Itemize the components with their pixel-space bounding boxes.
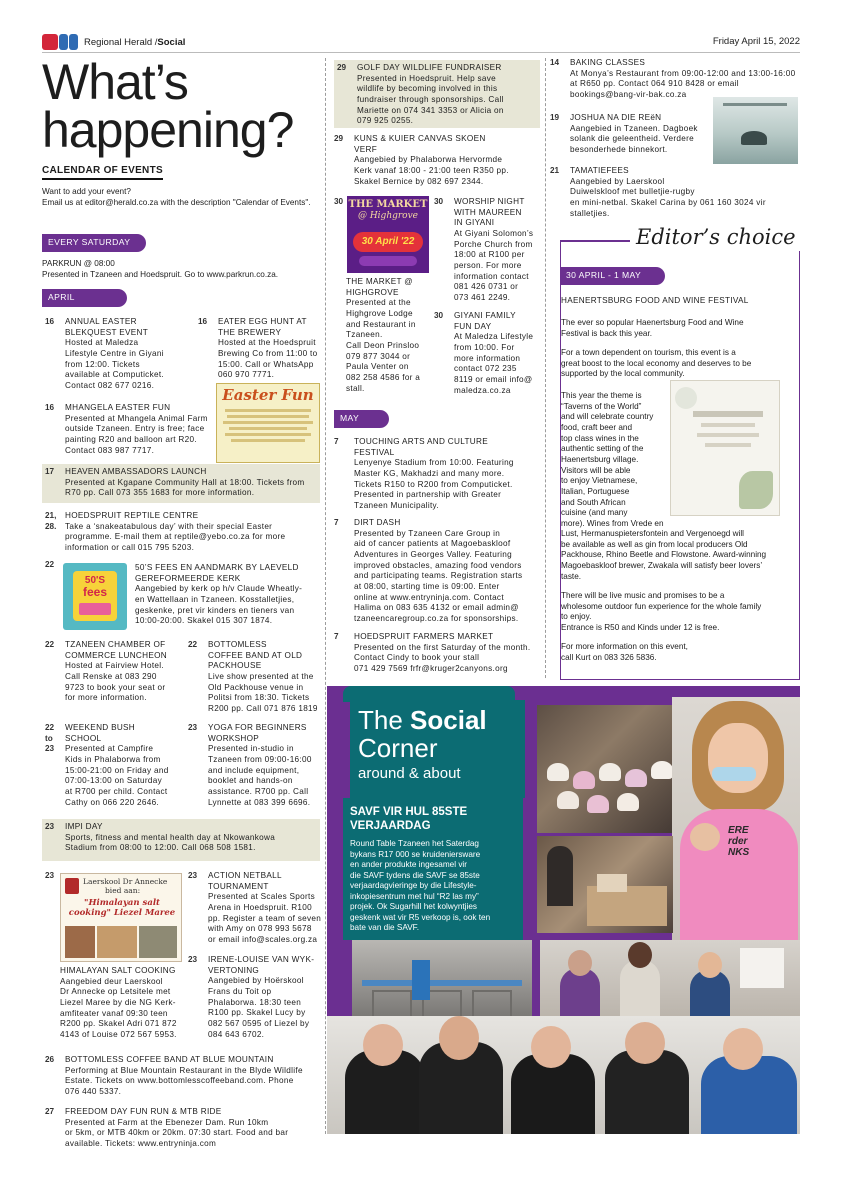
easter-fun-poster: Easter Fun bbox=[216, 383, 320, 463]
event-blue-mountain: 26 BOTTOMLESS COFFEE BAND AT BLUE MOUNTAIN Performing at Blue Mountain Restaurant in the Blyde Wildlife Estate. Tickets on www.bottomlesscoffeeband.com. Phone 076 440 5337. bbox=[45, 1055, 303, 1096]
event-worship-night: 30 WORSHIP NIGHT WITH MAUREEN IN GIYANI At Giyani Solomon’s Porche Church from 18:00 at R100 per person. For more information contact 081 426 0731 or 073 461 2249. bbox=[434, 197, 534, 302]
round-table-group-photo bbox=[327, 1016, 800, 1134]
event-himalayan-salt: HIMALAYAN SALT COOKING Aangebied deur Laerskool Dr Annecke op Letsitele met Liezel Maree by die NG Kerk- amfiteater vanaf 09:30 teen R200 pp. Skakel Adri 071 872 4143 of Louise 072 567 5953. bbox=[60, 966, 177, 1039]
event-freedom-day: 27 FREEDOM DAY FUN RUN & MTB RIDE Presented at Farm at the Ebenezer Dam. Run 10km or 5km, or MTB 40km or 20km. 07:30 start. Food and bar available. Tickets: www.entryninja.com bbox=[45, 1107, 289, 1148]
editors-date-label: 30 APRIL - 1 MAY bbox=[560, 267, 665, 285]
event-tamatiefees: 21 TAMATIEFEES Aangebied by Laerskool Duiwelskloof met bulletjie-rugby en mini-netbal. Skakel Carina by 061 160 3024 vir stalletjies. bbox=[550, 166, 766, 218]
event-market-highgrove: THE MARKET @ HIGHGROVE Presented at the Highgrove Lodge and Restaurant in Tzaneen. Call Deon Prinsloo 079 877 3044 or Paula Venter on 082 258 4586 for a stall. bbox=[346, 277, 421, 393]
editors-p3b: Lust, Hermanuspietersfontein and Vergenoegd will be available as well as gin from local producers Old Packhouse, Rhino Beetle and Flowstone. Award-winning Magoebaskloof brewer, Zwakala will satisfy beer lovers’ taste. bbox=[561, 529, 767, 581]
column-divider bbox=[325, 58, 326, 1134]
editors-p3a: This year the theme is “Taverns of the World” and will celebrate country food, craft beer and top class wines in the authentic setting of the Haenertsburg village. Visitors will be able to enjoy Vietnamese, Italian, Portuguese and South African cuisine (and many more). Wines from Vrede en bbox=[561, 391, 664, 528]
social-corner-heading: The Social Corner around & about bbox=[350, 700, 525, 798]
event-bottomless-packhouse: 22 BOTTOMLESS COFFEE BAND AT OLD PACKHOUSE Live show presented at the Old Packhouse venue in Politsi from 18:30. Tickets R200 pp. Call 071 876 1819 bbox=[188, 640, 318, 713]
editors-p5: For more information on this event, call Kurt on 083 326 5836. bbox=[561, 642, 688, 662]
calendar-heading: CALENDAR OF EVENTS bbox=[42, 164, 163, 180]
girl-photo: ERE rder NKS bbox=[672, 697, 800, 942]
page-title: What’s happening? bbox=[42, 54, 294, 158]
event-touching-arts: 7 TOUCHING ARTS AND CULTURE FESTIVAL Lenyenye Stadium from 10:00. Featuring Master KG, Makhadzi and many more. Tickets R150 to R200 from Computicket. Presented in partnership with Greater Tzaneen Municipality. bbox=[334, 437, 514, 510]
editors-heading: HAENERTSBURG FOOD AND WINE FESTIVAL bbox=[561, 296, 749, 305]
cupcakes-photo bbox=[537, 705, 687, 833]
event-joshua: 19 JOSHUA NA DIE REëN Aangebied in Tzaneen. Dagboek solank die geleentheid. Verdere besonderhede binnekort. bbox=[550, 113, 698, 154]
column-divider-2 bbox=[545, 58, 546, 678]
event-baking-classes: 14 BAKING CLASSES At Monya’s Restaurant from 09:00-12:00 and 13:00-16:00 at R650 pp. Contact 064 910 8428 or email bookings@bang-vir-bak.co.za bbox=[550, 58, 796, 99]
editors-p4: There will be live music and promises to be a wholesome outdoor fun experience for the whole family to enjoy. Entrance is R50 and Kinds under 12 is free. bbox=[561, 591, 762, 632]
event-fees-aandmark: 50’S FEES EN AANDMARK BY LAEVELD GEREFORMEERDE KERK Aangebied by kerk op h/v Claude Wheatly- en Wattellaan in Tzaneen. Kosstalletjies, geskenke, pret vir kinders en tieners van 10:00-20:00. Skakel 015 307 1874. bbox=[135, 563, 303, 626]
savf-story: SAVF VIR HUL 85STE VERJAARDAG Round Table Tzaneen het Saterdag bykans R17 000 se kruideniersware en ander produkte ingesamel vir die SAVF tydens die SAVF se 85ste verjaardagvieringe by die Lifestyle- inkopiesentrum met hul “R2 las my” projek. Ok Sugarhill het kolwyntjies geskenk wat vir R5 verkoop is, ook ten bate van die SAVF. bbox=[343, 798, 523, 940]
masthead-color-blocks bbox=[42, 34, 78, 50]
event-dirt-dash: 7 DIRT DASH Presented by Tzaneen Care Group in aid of cancer patients at Magoebaskloof Adventures in Georges Valley. Featuring improved obstacles, amazing food vendors and participating teams. Registration starts at 08:00, starting time is 09:00. Enter online at www.entryninja.com. Contact Halima on 083 635 4132 or email admin@ tzaneencaregroup.co.za for sponsorships. bbox=[334, 518, 523, 623]
event-easter-egg-hunt: 16 EATER EGG HUNT AT THE BREWERY Hosted at the Hoedspruit Brewing Co from 11:00 to 15:00. Call or WhatsApp 060 970 7771. bbox=[198, 317, 318, 380]
event-annual-easter: 16 ANNUAL EASTER BLEKQUEST EVENT Hosted at Maledza Lifestyle Centre in Giyani from 12:00. Tickets available at Computicket. Contact 082 677 0216. bbox=[45, 317, 164, 390]
market-highgrove-poster: THE MARKET @ Highgrove 30 April '22 bbox=[347, 196, 429, 273]
event-action-netball: 23 ACTION NETBALL TOURNAMENT Presented at Scales Sports Arena in Hoedspruit. R100 pp. Register a team of seven with Amy on 078 993 5678 or email info@scales.org.za bbox=[188, 871, 322, 944]
intro-text: Want to add your event? Email us at editor@herald.co.za with the description "Calendar of Events". bbox=[42, 187, 311, 207]
event-impi-day: 23 IMPI DAY Sports, fitness and mental health day at Nkowankowa Stadium from 08:00 to 12:00. Call 068 508 1581. bbox=[45, 822, 276, 853]
joshua-book-cover bbox=[713, 97, 798, 164]
may-label: MAY bbox=[334, 410, 389, 428]
event-yoga-workshop: 23 YOGA FOR BEGINNERS WORKSHOP Presented in-studio in Tzaneen from 09:00-16:00 and include equipment, booklet and hands-on assistance. R700 pp. Call Lynnette at 083 399 6696. bbox=[188, 723, 312, 807]
event-kuns-kuier: 29 KUNS & KUIER CANVAS SKOEN VERF Aangebied by Phalaborwa Hervormde Kerk vanaf 18:00 - 21:00 teen R350 pp. Skakel Bernice by 082 697 2344. bbox=[334, 134, 509, 186]
editors-choice-title: Editor’s choice bbox=[630, 224, 802, 251]
section-label: Regional Herald /Social bbox=[84, 37, 186, 48]
every-saturday-label: EVERY SATURDAY bbox=[42, 234, 146, 252]
event-weekend-bush-school: 22 to 23 WEEKEND BUSH SCHOOL Presented at Campfire Kids in Phalaborwa from 15:00-21:00 on Friday and 07:00-13:00 on Saturday at R700 per child. Contact Cathy on 066 220 2646. bbox=[45, 723, 169, 807]
editors-p1: The ever so popular Haenertsburg Food and Wine Festival is back this year. bbox=[561, 318, 744, 338]
event-mhangela: 16 MHANGELA EASTER FUN Presented at Mhangela Animal Farm outside Tzaneen. Entry is free; face painting R20 and balloon art R20. Contact 083 987 7717. bbox=[45, 403, 208, 455]
event-heaven-ambassadors: 17 HEAVEN AMBASSADORS LAUNCH Presented at Kgapane Community Hall at 18:00. Tickets from R70 pp. Call 073 355 1683 for more information. bbox=[45, 467, 305, 498]
event-giyani-fun-day: 30 GIYANI FAMILY FUN DAY At Maledza Lifestyle from 10:00. For more information contact 072 235 8119 or email info@ maledza.co.za bbox=[434, 311, 534, 395]
event-chamber-luncheon: 22 TZANEEN CHAMBER OF COMMERCE LUNCHEON Hosted at Fairview Hotel. Call Renske at 083 290 9723 to book your seat or for more information. bbox=[45, 640, 167, 703]
parkrun-text: PARKRUN @ 08:00 Presented in Tzaneen and Hoedspruit. Go to www.parkrun.co.za. bbox=[42, 259, 279, 279]
editors-p2: For a town dependent on tourism, this event is a great boost to the local economy and deserves to be supported by the local community. bbox=[561, 348, 752, 379]
issue-date: Friday April 15, 2022 bbox=[712, 36, 800, 47]
event-farmers-market: 7 HOEDSPRUIT FARMERS MARKET Presented on the first Saturday of the month. Contact Cindy to book your stall 071 429 7569 frfr@kruger2canyons.org bbox=[334, 632, 531, 673]
header-rule bbox=[42, 52, 800, 53]
fees-poster: 50'S fees bbox=[63, 563, 127, 630]
wine-festival-invite bbox=[670, 380, 780, 516]
april-label: APRIL bbox=[42, 289, 127, 307]
event-reptile-centre: 21, 28. HOEDSPRUIT REPTILE CENTRE Take a ‘snakeatabulous day’ with their special Easter programme. E-mail them at reptile@yebo.co.za for more information or call 015 795 5203. bbox=[45, 511, 286, 552]
event-golf-day: 29 GOLF DAY WILDLIFE FUNDRAISER Presented in Hoedspruit. Help save wildlife by becoming involved in this fundraiser through sponsorships. Call Mariette on 074 341 3353 or Alicia on 079 925 0255. bbox=[337, 63, 504, 126]
market-stall-photo bbox=[537, 836, 673, 933]
himalayan-salt-poster: Laerskool Dr Annecke bied aan: "Himalayan salt cooking" Liezel Maree bbox=[60, 873, 182, 962]
editors-choice-rule bbox=[560, 240, 630, 242]
event-irene-louise: 23 IRENE-LOUISE VAN WYK- VERTONING Aangebied by Hoërskool Frans du Toit op Phalaborwa. 18:30 teen R100 pp. Skakel Lucy by 082 567 0595 of Liezel by 084 643 6702. bbox=[188, 955, 315, 1039]
shop-group-photo bbox=[540, 940, 800, 1028]
